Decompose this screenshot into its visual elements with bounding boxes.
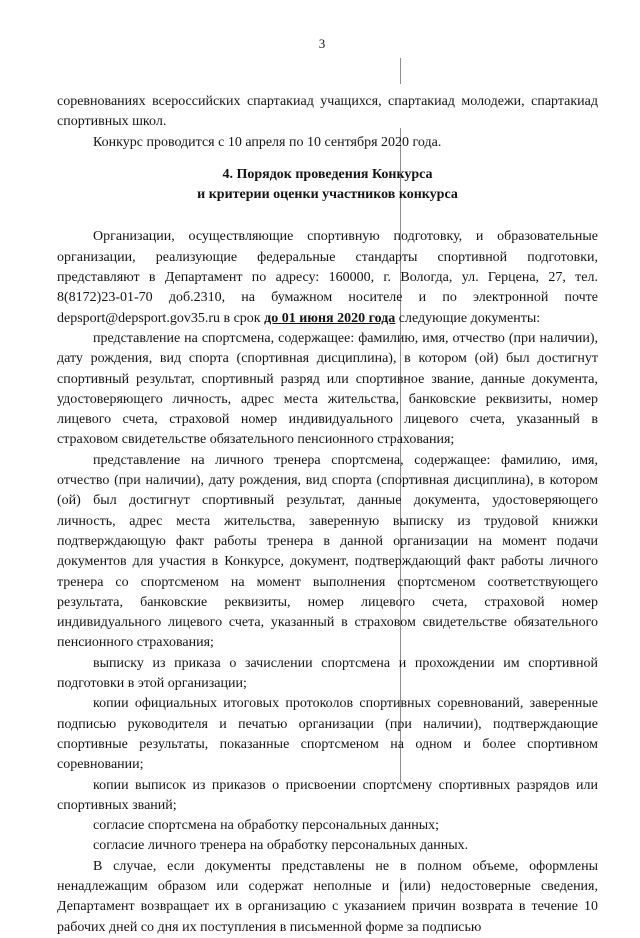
scan-fold-line-top — [400, 58, 401, 84]
submission-deadline: до 01 июня 2020 года — [264, 310, 396, 326]
document-item-rank-orders: копии выписок из приказов о присвоении спортсмену спортивных разрядов или спортивных званий; — [57, 777, 598, 813]
incomplete-documents-paragraph: В случае, если документы представлены не в полном объеме, оформлены ненадлежащим образом или содержат неполные и (или) недостоверные сведения, Департамент возвращает их в организацию с указанием причин возврата в течение 10 рабочих дней со дня их поступления в письменной форме за подписью — [57, 858, 598, 935]
submission-text-end: следующие документы: — [398, 310, 541, 326]
contest-period: Конкурс проводится с 10 апреля по 10 сентября 2020 года. — [93, 134, 442, 150]
document-item-competition-protocols: копии официальных итоговых протоколов спортивных соревнований, заверенные подписью руководителя и печатью организации (при наличии), подтверждающие спортивные результаты, показанные спортсменом на одном и более спортивном соревновании; — [57, 696, 598, 773]
submission-text: Организации, осуществляющие спортивную подготовку, и образовательные организации, реализующие федеральные стандарты спортивной подготовки, представляют в Департамент по адресу: 160000, г. Вологда, ул. Герцена, 27, тел. 8(8172)23-01-70 доб.2310, на бумажном носителе и по электронной почте depsport@depsport.gov35.ru в срок — [57, 229, 598, 326]
document-item-coach-consent: согласие личного тренера на обработку персональных данных. — [93, 838, 469, 854]
document-body — [57, 92, 598, 938]
document-item-enrollment-order: выписку из приказа о зачислении спортсмена и прохождении им спортивной подготовки в этой организации; — [57, 655, 598, 692]
section-heading-line-1: 4. Порядок проведения Конкурса — [222, 166, 433, 182]
page-number: 3 — [318, 36, 326, 51]
submission-paragraph — [57, 227, 598, 328]
intro-continuation: соревнованиях всероссийских спартакиад учащихся, спартакиад молодежи, спартакиад спортивных школ. — [57, 94, 598, 130]
document-item-athlete-submission: представление на спортсмена, содержащее: фамилию, имя, отчество (при наличии), дату рождения, вид спорта (спортивная дисциплина), в котором (ой) был достигнут спортивный результат, спортивный разряд или спортивное звание, данные документа, удостоверяющего личность, адрес места жительства, банковские реквизиты, номер лицевого счета, страховой номер индивидуального лицевого счета, указанный в страховом свидетельстве обязательного пенсионного страхования; — [57, 330, 598, 448]
section-heading — [57, 165, 598, 206]
document-item-athlete-consent: согласие спортсмена на обработку персональных данных; — [93, 818, 440, 834]
section-heading-line-2: и критерии оценки участников конкурса — [197, 187, 458, 203]
document-item-coach-submission: представление на личного тренера спортсмена, содержащее: фамилию, имя, отчество (при наличии), дату рождения, вид спорта (спортивная дисциплина), в котором (ой) был достигнут спортивный результат, данные документа, удостоверяющего личность, адрес места жительства, заверенную выписку из трудовой книжки подтверждающую факт работы тренера в данной организации на момент подачи документов для участия в Конкурсе, документ, подтверждающий факт работы личного тренера со спортсменом на момент выполнения спортсменом соответствующего результата, банковские реквизиты, номер лицевого счета, страховой номер индивидуального лицевого счета, указанный в страховом свидетельстве обязательного пенсионного страхования; — [57, 452, 598, 651]
